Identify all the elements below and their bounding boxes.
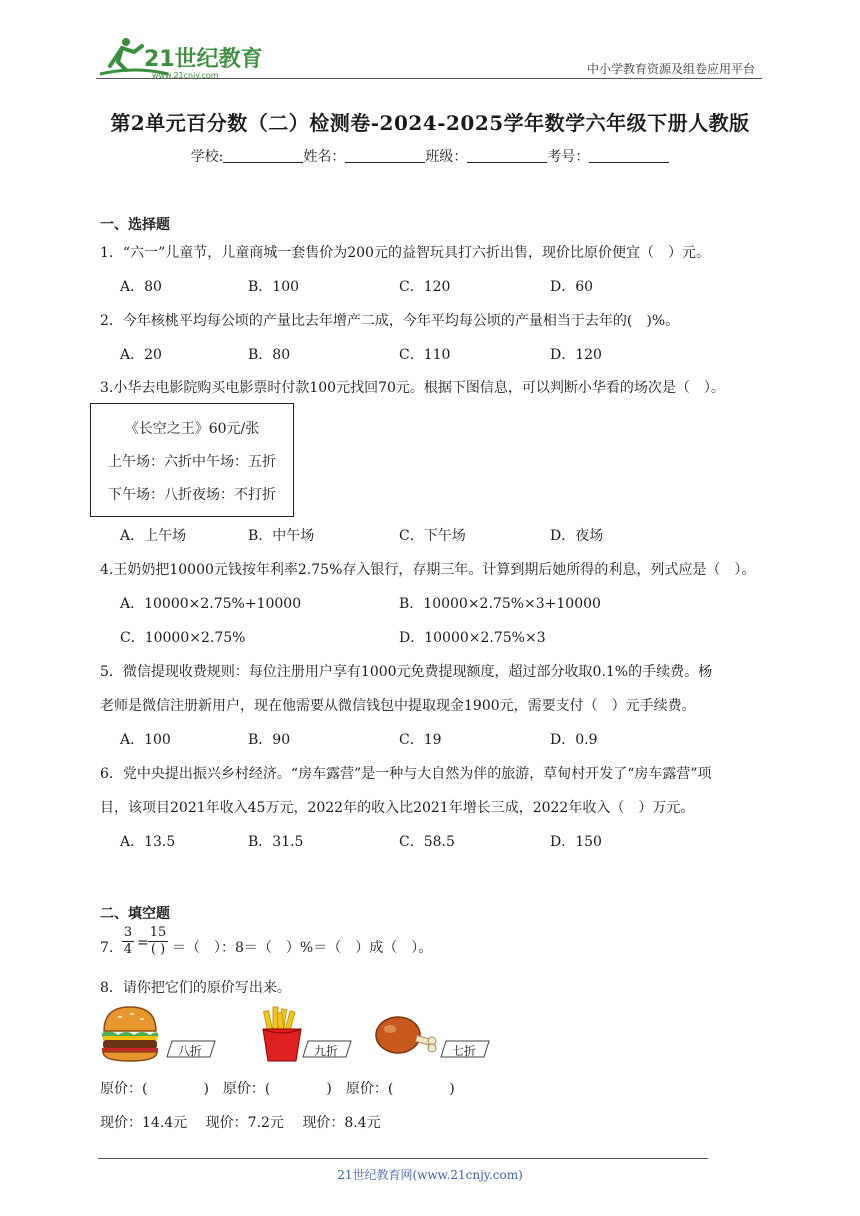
- q6-option-b: B．31.5: [248, 834, 304, 850]
- school-label: 学校:: [190, 149, 224, 165]
- number-blank: [589, 148, 669, 163]
- section-choice-title: 一、选择题: [100, 217, 170, 233]
- q7-rest: ＝（ ）：8＝（ ）%＝（ ）成（ ）。: [172, 940, 433, 956]
- q7-equals: =: [137, 935, 149, 951]
- q7-number: 7．: [100, 940, 123, 956]
- q3-option-d: D．夜场: [550, 528, 604, 544]
- q8-text: 8．请你把它们的原价写出来。: [100, 980, 291, 996]
- q5-option-d: D．0.9: [550, 732, 598, 748]
- discount-tag-1-label: 八折: [178, 1044, 203, 1058]
- q4-text: 4.王奶奶把10000元钱按年利率2.75%存入银行，存期三年。计算到期后她所得的利息，列式应是（ ）。: [100, 562, 756, 578]
- q4-option-c: C．10000×2.75%: [120, 630, 246, 646]
- fries-icon: [258, 1005, 306, 1063]
- page-title: 第2单元百分数（二）检测卷-2024-2025学年数学六年级下册人教版: [110, 111, 750, 135]
- q2-option-a: A．20: [120, 347, 162, 363]
- q2-option-d: D．120: [550, 347, 602, 363]
- header-platform-text: 中小学教育资源及组卷应用平台: [586, 62, 755, 76]
- footer-divider: [98, 1158, 708, 1159]
- ticket-afternoon-night: 下午场：八折夜场：不打折: [108, 487, 276, 503]
- q8-original-prices: 原价：( ) 原价：( ) 原价：( ): [100, 1081, 455, 1097]
- q6-option-c: C．58.5: [399, 834, 455, 850]
- q4-option-d: D．10000×2.75%×3: [399, 630, 546, 646]
- drumstick-icon: [374, 1013, 440, 1059]
- q8-current-prices: 现价：14.4元 现价：7.2元 现价：8.4元: [100, 1115, 381, 1131]
- q5-option-a: A．100: [120, 732, 171, 748]
- q5-option-c: C．19: [399, 732, 442, 748]
- q5-line2: 老师是微信注册新用户，现在他需要从微信钱包中提取现金1900元，需要支付（ ）元手续费。: [100, 698, 696, 714]
- name-blank: [345, 148, 425, 163]
- class-blank: [467, 148, 547, 163]
- school-blank: [223, 148, 303, 163]
- q1-option-a: A．80: [120, 279, 162, 295]
- q7-fraction-2: 15 ( ): [149, 925, 167, 957]
- q3-text: 3.小华去电影院购买电影票时付款100元找回70元。根据下图信息，可以判断小华看的场次是（ ）。: [100, 380, 725, 396]
- q2-option-c: C．110: [399, 347, 451, 363]
- logo-text: 21世纪教育: [144, 47, 263, 72]
- student-info: [0, 146, 860, 166]
- q1-option-d: D．60: [550, 279, 594, 295]
- header-divider: [96, 78, 762, 79]
- q3-option-a: A．上午场: [120, 528, 187, 544]
- q4-option-a: A．10000×2.75%+10000: [120, 596, 302, 612]
- logo-url: www.21cnjy.com: [152, 71, 219, 80]
- q3-option-b: B．中午场: [248, 528, 315, 544]
- q4-option-b: B．10000×2.75%×3+10000: [399, 596, 601, 612]
- q7-fraction-1: 3 4: [123, 925, 133, 957]
- discount-tag-2-label: 九折: [314, 1044, 339, 1058]
- q5-option-b: B．90: [248, 732, 291, 748]
- ticket-morning-noon: 上午场：六折中午场：五折: [108, 454, 276, 470]
- q6-line2: 目，该项目2021年收入45万元，2022年的收入比2021年增长三成，2022年收入（ ）万元。: [100, 800, 695, 816]
- name-label: 姓名：: [303, 149, 346, 165]
- q2-option-b: B．80: [248, 347, 291, 363]
- q2-text: 2．今年核桃平均每公顷的产量比去年增产二成，今年平均每公顷的产量相当于去年的( )%。: [100, 313, 680, 329]
- q5-line1: 5．微信提现收费规则：每位注册用户享有1000元免费提现额度，超过部分收取0.1%的手续费。杨: [100, 664, 713, 680]
- class-label: 班级：: [425, 149, 468, 165]
- q1-text: 1．“六一”儿童节，儿童商城一套售价为200元的益智玩具打六折出售，现价比原价便宜（ ）元。: [100, 245, 710, 261]
- hamburger-icon: [100, 1005, 160, 1063]
- ticket-price-box: [90, 403, 294, 517]
- q6-option-a: A．13.5: [120, 834, 176, 850]
- number-label: 考号：: [547, 149, 590, 165]
- footer-link[interactable]: 21世纪教育网(www.21cnjy.com): [337, 1168, 523, 1182]
- q3-option-c: C．下午场: [399, 528, 466, 544]
- ticket-price-line: 《长空之王》60元/张: [124, 421, 260, 437]
- q6-line1: 6．党中央提出振兴乡村经济。“房车露营”是一种与大自然为伴的旅游，草甸村开发了“房车露营”项: [100, 766, 712, 782]
- logo: [96, 36, 266, 80]
- q1-option-b: B．100: [248, 279, 300, 295]
- q1-option-c: C．120: [399, 279, 451, 295]
- q6-option-d: D．150: [550, 834, 602, 850]
- discount-tag-3-label: 七折: [452, 1044, 477, 1058]
- section-fill-title: 二、填空题: [100, 906, 170, 922]
